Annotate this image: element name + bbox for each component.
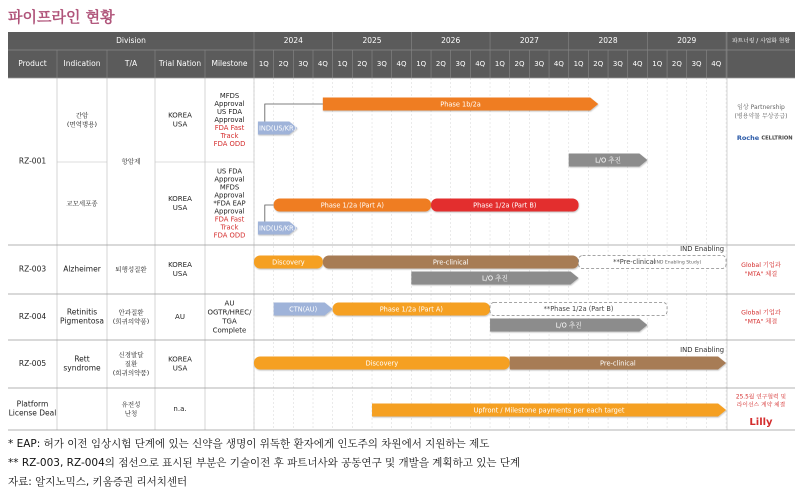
partner-0-1: (병용약물 무상공급): [734, 113, 788, 120]
bar-8-sublabel: (IND Enabling Study): [653, 260, 702, 266]
nation-0-0-0: KOREA: [168, 111, 192, 120]
bar-0-label: Phase 1b/2a: [440, 100, 481, 109]
roche-logo: Roche: [736, 134, 760, 142]
header-quarter-2024-2: 3Q: [298, 60, 309, 68]
nation-3-1: USA: [172, 364, 188, 373]
header-quarter-2024-1: 2Q: [278, 60, 289, 68]
header-year-2027: 2027: [519, 36, 539, 45]
bar-4-label: Phase 1/2a (Part B): [473, 201, 537, 210]
bar-12-label: Phase 1/2a (Part A): [379, 305, 444, 314]
bar-11-label: CTN(AU): [289, 305, 318, 314]
nation-0-1-0: KOREA: [168, 195, 192, 203]
bar-7-label: Pre-clinical: [432, 258, 469, 267]
bar-13-label: **Phase 1/2a (Part B): [543, 305, 614, 313]
bar-8-label: **Pre-clinical: [613, 258, 656, 266]
product-4-0: Platform: [16, 399, 49, 409]
product-4-1: License Deal: [8, 408, 57, 418]
header-quarter-2029-2: 3Q: [691, 60, 702, 68]
partner-1-0: Global 기업과: [741, 262, 781, 269]
bar-15-label: IND Enabling: [680, 346, 725, 354]
bar-2-label: L/O 추진: [595, 156, 622, 165]
milestone-0-0-6: FDA ODD: [213, 140, 246, 148]
nation-4-0: n.a.: [173, 405, 187, 413]
milestone-0-1-6: FDA Fast: [214, 215, 245, 224]
header-year-2025: 2025: [362, 36, 382, 45]
header-quarter-2026-3: 4Q: [475, 60, 486, 68]
partner-4-1: 라이선스 계약 체결: [736, 402, 786, 409]
header-quarter-2024-3: 4Q: [317, 60, 328, 68]
indication-3-0: Rett: [74, 354, 90, 364]
milestone-0-1-2: MFDS: [219, 183, 240, 192]
indication-2-0: Retinitis: [66, 307, 98, 317]
header-quarter-2027-1: 2Q: [514, 60, 525, 68]
header-quarter-2029-0: 1Q: [652, 60, 663, 68]
header-quarter-2026-0: 1Q: [416, 60, 427, 68]
milestone-0-1-7: Track: [220, 223, 239, 232]
footnote-dashed: ** RZ-003, RZ-004의 점선으로 표시된 부분은 기술이전 후 파트너사와 공동연구 및 개발을 계획하고 있는 단계: [8, 457, 521, 469]
header-quarter-2029-3: 4Q: [711, 60, 722, 68]
partner-0-0: 임상 Partnership: [737, 104, 785, 111]
lilly-logo: Lilly: [749, 417, 773, 428]
header-quarter-2025-2: 3Q: [376, 60, 387, 68]
header-quarter-2025-0: 1Q: [337, 60, 348, 68]
product-2: RZ-004: [18, 312, 47, 321]
header-quarter-2026-1: 2Q: [435, 60, 446, 68]
milestone-0-0-1: Approval: [214, 100, 245, 108]
milestone-2-3: Complete: [212, 326, 247, 335]
header-col-3: Trial Nation: [158, 59, 202, 68]
header-col-1: Indication: [63, 59, 101, 68]
connector-rz001-b: [265, 205, 274, 222]
milestone-0-1-0: US FDA: [216, 167, 243, 176]
milestone-0-0-5: Track: [220, 132, 239, 140]
bar-16-label: Discovery: [365, 359, 399, 368]
nation-0-0-1: USA: [172, 120, 188, 129]
header-quarter-2029-1: 2Q: [671, 60, 682, 68]
milestone-0-1-3: Approval: [214, 191, 245, 200]
partner-4-0: 25.5월 연구협력 및: [735, 394, 787, 401]
header-quarter-2027-0: 1Q: [494, 60, 505, 68]
header-division: Division: [116, 36, 146, 45]
header-quarter-2024-0: 1Q: [258, 60, 269, 68]
header-quarter-2025-3: 4Q: [396, 60, 407, 68]
header-quarter-2027-2: 3Q: [534, 60, 545, 68]
bar-1-label: IND(US/KR): [258, 124, 297, 133]
header-col-4: Milestone: [211, 59, 248, 68]
nation-2-0: AU: [175, 313, 185, 321]
indication-0-0-1: (면역병용): [66, 120, 98, 129]
header-col-0: Product: [18, 59, 47, 68]
milestone-2-0: AU: [224, 299, 235, 308]
partner-2-0: Global 기업과: [741, 309, 781, 317]
header-quarter-2028-2: 3Q: [612, 60, 623, 68]
ta-3-2: (희귀의약품): [112, 369, 150, 377]
milestone-0-1-8: FDA ODD: [213, 231, 246, 240]
indication-3-1: syndrome: [63, 363, 101, 373]
milestone-0-1-4: *FDA EAP: [213, 199, 246, 208]
milestone-0-1-5: Approval: [214, 207, 245, 216]
milestone-2-1: OGTR/HREC/: [207, 308, 252, 317]
product-0: RZ-001: [18, 156, 47, 166]
page-title: 파이프라인 현황: [8, 8, 115, 26]
ta-3-1: 질환: [124, 360, 138, 368]
header-quarter-2025-1: 2Q: [357, 60, 368, 68]
header-year-2029: 2029: [677, 36, 697, 45]
header-quarter-2028-3: 4Q: [632, 60, 643, 68]
header-quarter-2028-0: 1Q: [573, 60, 584, 68]
milestone-0-0-2: US FDA: [216, 108, 243, 116]
ta-3-0: 신경발달: [118, 351, 144, 359]
partner-1-1: "MTA" 체결: [744, 271, 778, 278]
header-year-2026: 2026: [441, 36, 461, 45]
bar-18-label: Upfront / Milestone payments per each target: [473, 406, 625, 415]
header-year-2024: 2024: [283, 36, 303, 45]
ta-1-0: 퇴행성질환: [115, 265, 147, 274]
milestone-2-2: TGA: [222, 317, 237, 326]
product-1: RZ-003: [18, 264, 47, 274]
bar-10-label: L/O 추진: [481, 274, 508, 283]
product-3: RZ-005: [18, 359, 47, 368]
milestone-0-0-0: MFDS: [219, 92, 240, 100]
nation-3-0: KOREA: [168, 355, 192, 364]
partner-2-1: "MTA" 체결: [744, 318, 778, 326]
header-year-2028: 2028: [598, 36, 618, 45]
ta-4-1: 난청: [124, 409, 138, 418]
ta-2-0: 안과질환: [118, 308, 144, 317]
footnote-eap: * EAP: 허가 이전 임상시험 단계에 있는 신약을 생명이 위독한 환자에게 인도주의 차원에서 지원하는 제도: [8, 438, 490, 450]
celltrion-logo: CELLTRION: [761, 135, 793, 142]
header-quarter-2027-3: 4Q: [553, 60, 564, 68]
bar-6-label: Discovery: [272, 258, 305, 267]
nation-1-1: USA: [172, 270, 188, 278]
ta-2-1: (희귀의약품): [112, 317, 150, 326]
indication-0-1-0: 교모세포종: [66, 199, 98, 208]
header-quarter-2028-1: 2Q: [593, 60, 604, 68]
milestone-0-0-4: FDA Fast: [214, 124, 245, 132]
header-partner: 파트너링 / 사업화 현황: [732, 38, 790, 45]
indication-1-0: Alzheimer: [63, 264, 101, 274]
source-note: 자료: 알지노믹스, 키움증권 리서치센터: [8, 476, 188, 488]
bar-3-label: Phase 1/2a (Part A): [320, 201, 385, 210]
header-col-2: T/A: [124, 59, 138, 68]
header-quarter-2026-2: 3Q: [455, 60, 466, 68]
indication-0-0-0: 간암: [75, 111, 89, 120]
ta-0: 항암제: [121, 157, 141, 166]
milestone-0-1-1: Approval: [214, 175, 245, 184]
bar-5-label: IND(US/KR): [258, 224, 297, 233]
bar-14-label: L/O 추진: [555, 321, 582, 330]
nation-1-0: KOREA: [168, 261, 192, 269]
bar-17-label: Pre-clinical: [600, 359, 636, 368]
ta-4-0: 유전성: [121, 400, 141, 409]
milestone-0-0-3: Approval: [214, 116, 245, 124]
indication-2-1: Pigmentosa: [60, 316, 104, 326]
nation-0-1-1: USA: [172, 204, 188, 212]
bar-9-label: IND Enabling: [680, 245, 725, 253]
